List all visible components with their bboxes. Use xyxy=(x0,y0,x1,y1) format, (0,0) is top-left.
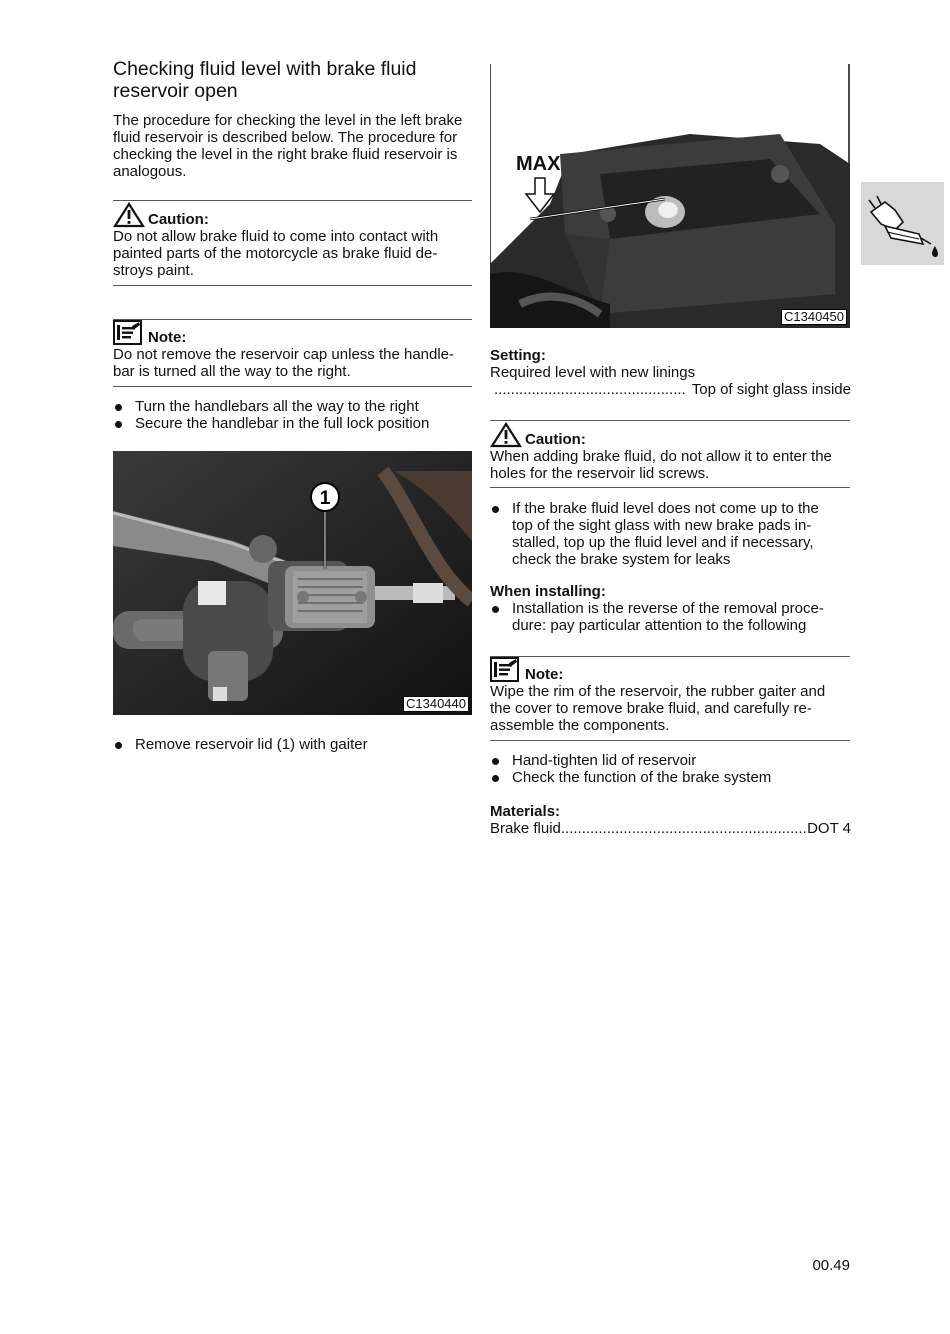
divider xyxy=(490,487,850,488)
list-item-line: If the brake fluid level does not come up to the xyxy=(512,500,819,517)
materials-block xyxy=(490,803,851,837)
caution-box-right xyxy=(490,420,851,482)
sight-glass-illustration xyxy=(490,64,850,328)
caution-title: Caution: xyxy=(148,211,209,228)
caution-line: Do not allow brake fluid to come into contact with xyxy=(113,228,439,245)
list-item: Secure the handlebar in the full lock position xyxy=(113,415,483,432)
when-installing-title: When installing: xyxy=(490,583,606,600)
intro-line: checking the level in the right brake fluid reservoir is xyxy=(113,146,458,163)
note-icon xyxy=(490,657,520,683)
note-box-right xyxy=(490,655,851,734)
photo-code: C1340440 xyxy=(403,696,469,712)
list-item xyxy=(490,600,851,634)
when-installing-block xyxy=(490,583,851,634)
callout-number: 1 xyxy=(319,488,331,509)
section-title xyxy=(113,58,473,102)
list-item: Turn the handlebars all the way to the right xyxy=(113,398,483,415)
reservoir-photo-right xyxy=(490,64,850,328)
section-title-line-2: reservoir open xyxy=(113,80,238,102)
divider xyxy=(490,740,850,741)
note-line: bar is turned all the way to the right. xyxy=(113,363,351,380)
caution-line: When adding brake fluid, do not allow it to enter the xyxy=(490,448,832,465)
leader-dots xyxy=(561,820,807,837)
warning-triangle-icon xyxy=(113,202,145,228)
note-line: Wipe the rim of the reservoir, the rubber gaiter and xyxy=(490,683,826,700)
max-label: MAX xyxy=(516,153,561,175)
note-line: the cover to remove brake fluid, and carefully re- xyxy=(490,700,812,717)
setting-block xyxy=(490,347,851,398)
note-line: Do not remove the reservoir cap unless the handle- xyxy=(113,346,455,363)
list-item: Hand-tighten lid of reservoir xyxy=(490,752,851,769)
materials-row xyxy=(490,820,851,837)
intro-line: analogous. xyxy=(113,163,187,180)
bullet-list-left-2 xyxy=(113,736,483,753)
intro-line: The procedure for checking the level in the left brake xyxy=(113,112,463,129)
bullet-list-right-1 xyxy=(490,500,851,568)
warning-triangle-icon xyxy=(490,422,522,448)
chapter-tab xyxy=(861,182,944,265)
photo-code: C1340450 xyxy=(781,309,847,325)
setting-title: Setting: xyxy=(490,347,546,364)
list-item-line: stalled, top up the fluid level and if necessary, xyxy=(512,534,814,551)
divider xyxy=(113,285,472,286)
bullet-list-right-2 xyxy=(490,752,851,786)
materials-value: DOT 4 xyxy=(807,820,851,837)
note-icon xyxy=(113,320,143,346)
intro-line: fluid reservoir is described below. The procedure for xyxy=(113,129,458,146)
list-item xyxy=(490,500,851,568)
note-box-left xyxy=(113,318,483,380)
bullet-list-installing xyxy=(490,600,851,634)
bullet-list-left xyxy=(113,398,483,432)
list-item: Check the function of the brake system xyxy=(490,769,851,786)
caution-line: painted parts of the motorcycle as brake fluid de- xyxy=(113,245,438,262)
intro-paragraph xyxy=(113,112,483,180)
list-item-line: check the brake system for leaks xyxy=(512,551,731,568)
divider xyxy=(113,386,472,387)
list-item-line: dure: pay particular attention to the following xyxy=(512,617,807,634)
caution-line: stroys paint. xyxy=(113,262,194,279)
caution-title: Caution: xyxy=(525,431,586,448)
page-number: 00.49 xyxy=(812,1257,850,1274)
handlebar-illustration xyxy=(113,451,472,715)
caution-line: holes for the reservoir lid screws. xyxy=(490,465,710,482)
note-line: assemble the components. xyxy=(490,717,670,734)
section-title-line-1: Checking fluid level with brake fluid xyxy=(113,58,417,80)
setting-line: Required level with new linings xyxy=(490,364,696,381)
caution-box-left xyxy=(113,200,483,279)
materials-item: Brake fluid xyxy=(490,820,561,837)
materials-title: Materials: xyxy=(490,803,561,820)
list-item: Remove reservoir lid (1) with gaiter xyxy=(113,736,483,753)
hand-pouring-fluid-icon xyxy=(861,182,944,265)
list-item-line: top of the sight glass with new brake pads in- xyxy=(512,517,812,534)
setting-value: Top of sight glass inside xyxy=(691,381,851,398)
list-item-line: Installation is the reverse of the removal proce- xyxy=(512,600,824,617)
note-title: Note: xyxy=(148,329,187,346)
setting-value-row xyxy=(490,381,851,398)
note-title: Note: xyxy=(525,666,564,683)
reservoir-photo-left xyxy=(113,451,472,715)
leader-dots xyxy=(494,381,686,398)
